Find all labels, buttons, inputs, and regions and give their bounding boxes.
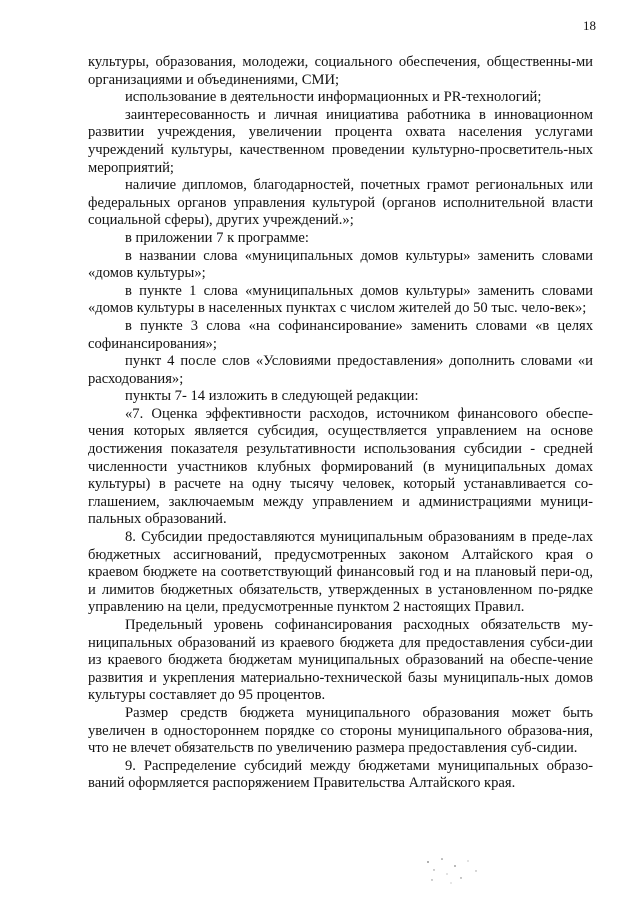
paragraph: 9. Распределение субсидий между бюджетами муниципальных образо-ваний оформляется распоряжением Правительства Алтайского края. [88,757,593,792]
paragraph: Размер средств бюджета муниципального образования может быть увеличен в одностороннем порядке со стороны муниципального образова-ния, что не влечет обязательств по увеличению размера предоставления суб-сидии. [88,704,593,757]
paragraph: в пункте 1 слова «муниципальных домов культуры» заменить словами «домов культуры в населенных пунктах с числом жителей до 50 тыс. чело-век»; [88,282,593,317]
paragraph: наличие дипломов, благодарностей, почетных грамот региональных или федеральных органов управления культурой (органов исполнительной власти социальной сферы), других учреждений.»; [88,177,593,229]
document-body [88,54,593,793]
paragraph: 8. Субсидии предоставляются муниципальным образованиям в преде-лах бюджетных ассигнований, предусмотренных законом Алтайского края о краевом бюджете на соответствующий финансовый год и на плановый пери-од, и лимитов бюджетных обязательств, утвержденных в установленном по-рядке управлению на цели, предусмотренные пунктом 2 настоящих Правил. [88,529,593,616]
paragraph: в названии слова «муниципальных домов культуры» заменить словами «домов культуры»; [88,247,593,282]
paragraph: пункт 4 после слов «Условиями предоставления» дополнить словами «и расходования»; [88,353,593,387]
page-number: 18 [583,18,596,33]
paragraph: в приложении 7 к программе: [125,229,309,246]
paragraph: заинтересованность и личная инициатива работника в инновационном развитии учреждения, увеличении процента охвата населения услугами учреждений культуры, качественном проведении культурно-просветитель-ных мероприятий; [88,106,593,176]
paragraph: культуры, образования, молодежи, социального обеспечения, общественны-ми организациями и объединениями, СМИ; [88,54,593,88]
paragraph: пункты 7- 14 изложить в следующей редакции: [125,388,419,405]
paragraph: в пункте 3 слова «на софинансирование» заменить словами «в целях софинансирования»; [88,317,593,352]
scan-noise [420,852,490,888]
paragraph: Предельный уровень софинансирования расходных обязательств му-ниципальных образований из краевого бюджета для предоставления субси-дии из краевого бюджета бюджетам муниципальных образований на обеспе-чение развития и укрепления материально-технической базы муниципаль-ных домов культуры составляет до 95 процентов. [88,617,593,704]
paragraph: «7. Оценка эффективности расходов, источником финансового обеспе-чения которых является субсидия, осуществляется управлением на основе достижения показателя результативности использования субсидии - средней численности участников клубных формирований (в муниципальных домах культуры) в расчете на одну тысячу человек, который устанавливается со-глашением, заключаемым между управлением и администрациями муници-пальных образований. [88,405,593,528]
paragraph: использование в деятельности информационных и PR-технологий; [125,89,542,106]
